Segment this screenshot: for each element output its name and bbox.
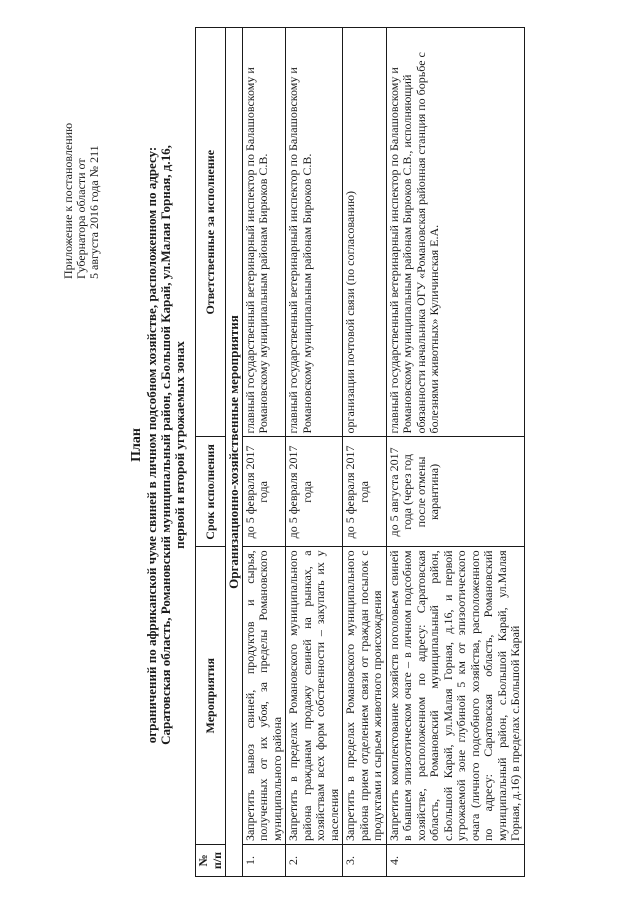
row-responsible: главный государственный ветеринарный инспектор по Балашовскому и Романовскому муниципальным районам Бирюков С.В. <box>242 28 286 437</box>
row-activity: Запретить в пределах Романовского муниципального района прием отделением связи от граждан посылок с продуктами и сырьем животного происхождения <box>343 547 387 845</box>
appendix-line-3: 5 августа 2016 года № 211 <box>87 145 101 279</box>
table-row <box>386 28 524 877</box>
appendix-line-1: Приложение к постановлению <box>61 122 75 279</box>
row-term: до 5 февраля 2017 года <box>343 437 387 547</box>
section-title: Организационно-хозяйственные мероприятия <box>226 28 243 877</box>
row-responsible: главный государственный ветеринарный инспектор по Балашовскому и Романовскому муниципальным районам Бирюков С.В., исполняющий обязанности начальника ОГУ «Романовская районная станция по борьбе с болезнями животных» Куличинская Е.А. <box>386 28 524 437</box>
row-activity: Запретить комплектование хозяйств поголовьем свиней в бывшем эпизоотическом очаге – в личном подсобном хозяйстве, расположенном по адресу: Саратовская область, Романовский муниципальный район, с.Большой Карай, ул.Малая Горная, д.16, и первой угрожаемой зоне глубиной 5 км от эпизоотического очага (личного подсобного хозяйства, расположенного по адресу: Саратовская область, Романовский муниципальный район, с.Большой Карай, ул.Малая Горная, д.16) в пределах с.Большой Карай <box>386 547 524 845</box>
plan-table <box>195 27 525 877</box>
row-num: 3. <box>343 845 387 877</box>
row-num: 4. <box>386 845 524 877</box>
row-num: 2. <box>286 845 343 877</box>
document-title <box>130 85 187 805</box>
header-responsible: Ответственные за исполнение <box>196 28 226 437</box>
row-responsible: главный государственный ветеринарный инспектор по Балашовскому и Романовскому муниципальным районам Бирюков С.В. <box>286 28 343 437</box>
table-row <box>343 28 387 877</box>
row-term: до 5 февраля 2017 года <box>242 437 286 547</box>
section-row <box>226 28 243 877</box>
table-row <box>286 28 343 877</box>
title-word: План <box>129 428 144 462</box>
title-line-1: ограничений по африканской чуме свиней в личном подсобном хозяйстве, расположенном по адресу: <box>144 146 159 744</box>
title-line-2: Саратовская область, Романовский муниципальный район, с.Большой Карай, ул.Малая Горная, д.16, <box>158 145 173 745</box>
table-row <box>242 28 286 877</box>
appendix-note <box>62 39 101 279</box>
row-term: до 5 августа 2017 года (через год после отмены карантина) <box>386 437 524 547</box>
row-responsible: организации почтовой связи (по согласованию) <box>343 28 387 437</box>
header-num: № п/п <box>196 845 226 877</box>
row-activity: Запретить в пределах Романовского муниципального района гражданам продажу свиней на рынках, а хозяйствам всех форм собственности – закупать их у населения <box>286 547 343 845</box>
row-num: 1. <box>242 845 286 877</box>
title-line-3: первой и второй угрожаемых зонах <box>172 341 187 549</box>
header-term: Срок исполнения <box>196 437 226 547</box>
table-header-row <box>196 28 226 877</box>
row-activity: Запретить вывоз свиней, продуктов и сырья, полученных от их убоя, за пределы Романовского муниципального района <box>242 547 286 845</box>
row-term: до 5 февраля 2017 года <box>286 437 343 547</box>
appendix-line-2: Губернатора области от <box>74 158 88 279</box>
header-activity: Мероприятия <box>196 547 226 845</box>
